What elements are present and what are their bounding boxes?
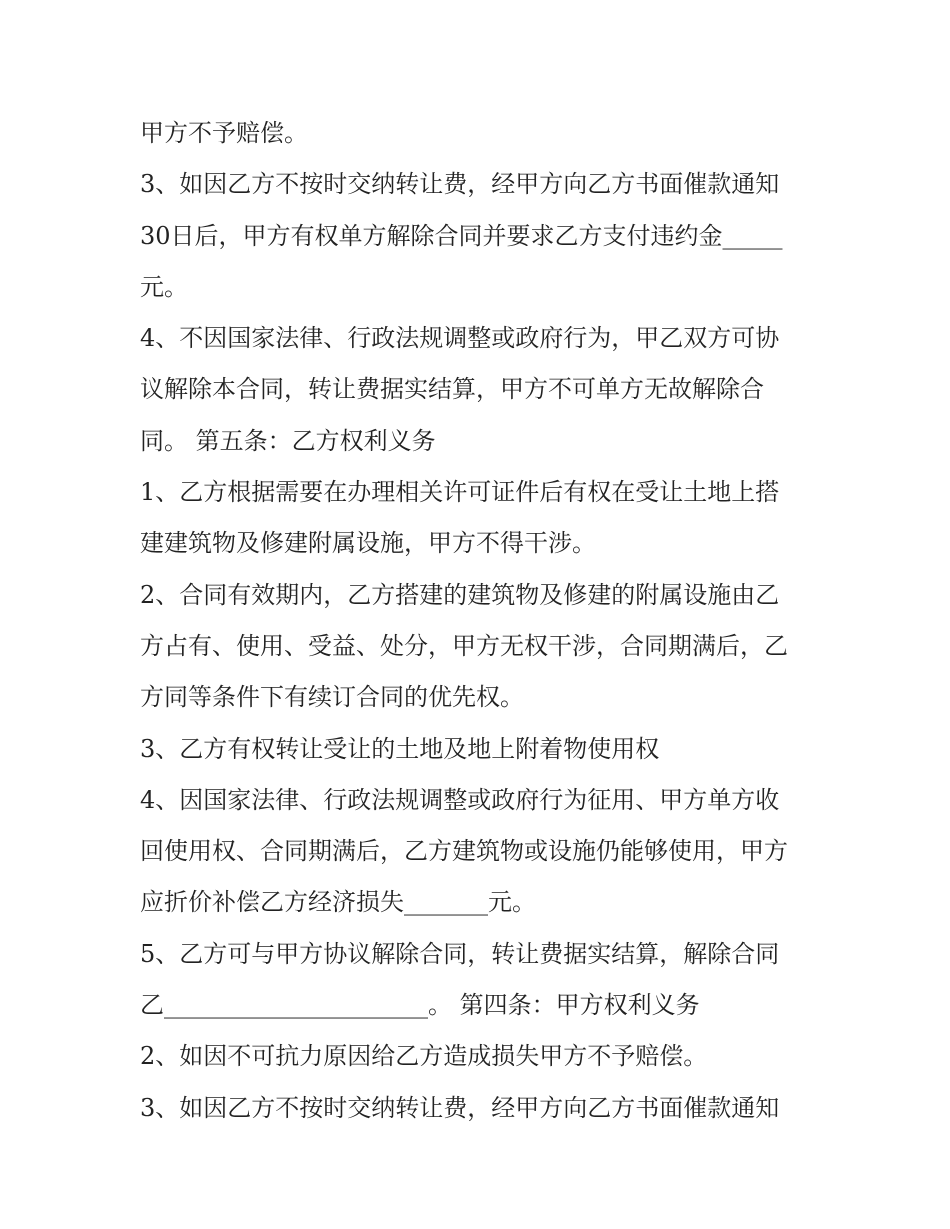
text-line: 2、合同有效期内，乙方搭建的建筑物及修建的附属设施由乙 — [140, 580, 780, 609]
text-line: 4、不因国家法律、行政法规调整或政府行为，甲乙双方可协 — [140, 324, 780, 353]
text-line: 议解除本合同，转让费据实结算，甲方不可单方无故解除合 — [140, 375, 764, 404]
text-line: 乙______________________。 第四条：甲方权利义务 — [140, 991, 700, 1020]
text-line: 1、乙方根据需要在办理相关许可证件后有权在受让土地上搭 — [140, 478, 780, 507]
text-line: 建建筑物及修建附属设施，甲方不得干涉。 — [140, 529, 596, 558]
text-line: 应折价补偿乙方经济损失_______元。 — [140, 888, 536, 917]
text-line: 4、因国家法律、行政法规调整或政府行为征用、甲方单方收 — [140, 785, 780, 814]
text-line: 元。 — [140, 272, 188, 301]
text-line: 甲方不予赔偿。 — [140, 119, 308, 147]
text-line: 3、如因乙方不按时交纳转让费，经甲方向乙方书面催款通知 — [140, 1093, 780, 1122]
text-line: 30日后，甲方有权单方解除合同并要求乙方支付违约金_____ — [140, 221, 783, 250]
text-line: 同。 第五条：乙方权利义务 — [140, 426, 436, 455]
text-line: 5、乙方可与甲方协议解除合同，转让费据实结算，解除合同 — [140, 939, 780, 968]
document-body — [140, 108, 820, 1134]
text-line: 3、乙方有权转让受让的土地及地上附着物使用权 — [140, 734, 660, 763]
text-line: 3、如因乙方不按时交纳转让费，经甲方向乙方书面催款通知 — [140, 170, 780, 199]
text-line: 回使用权、合同期满后，乙方建筑物或设施仍能够使用，甲方 — [140, 837, 788, 866]
text-line: 2、如因不可抗力原因给乙方造成损失甲方不予赔偿。 — [140, 1042, 708, 1071]
text-line: 方同等条件下有续订合同的优先权。 — [140, 683, 524, 712]
text-line: 方占有、使用、受益、处分，甲方无权干涉，合同期满后，乙 — [140, 631, 788, 660]
